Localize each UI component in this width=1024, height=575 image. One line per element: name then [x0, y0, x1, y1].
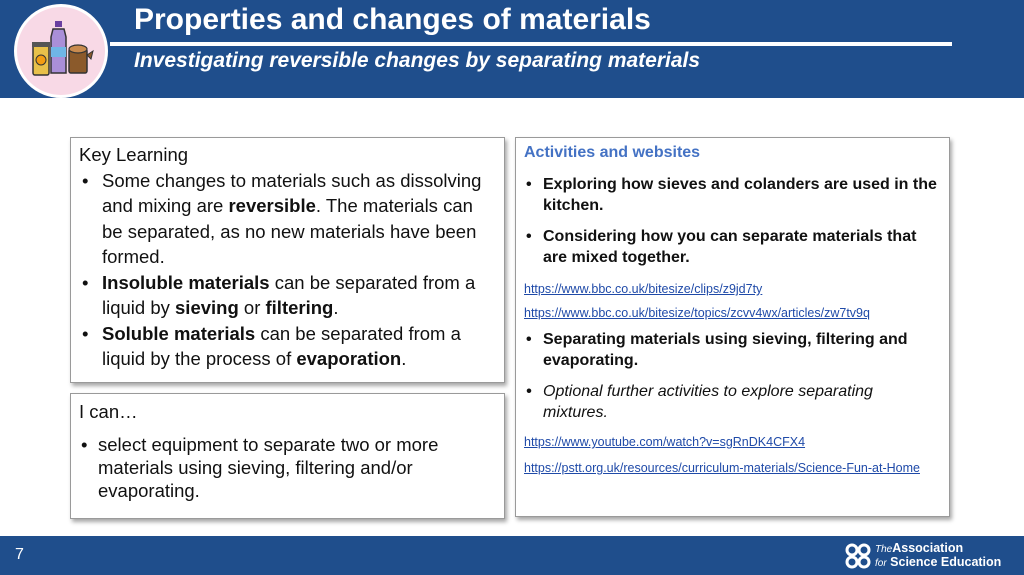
list-item: • Exploring how sieves and colanders are used in the kitchen. — [524, 174, 941, 216]
activities-heading: Activities and websites — [524, 144, 701, 161]
list-item: • Considering how you can separate materials that are mixed together. — [524, 226, 941, 268]
ase-logo — [845, 542, 1015, 570]
list-item: • Insoluble materials can be separated from a liquid by sieving or filtering. — [79, 270, 496, 321]
page-subtitle: Investigating reversible changes by separating materials — [134, 49, 701, 72]
list-item: • Separating materials using sieving, filtering and evaporating. — [524, 329, 941, 371]
activities-list-1 — [524, 174, 941, 268]
list-item: • Some changes to materials such as dissolving and mixing are reversible. The materials can be separated, as no new materials have been formed. — [79, 168, 496, 270]
youtube-link[interactable]: https://www.youtube.com/watch?v=sgRnDK4CFX4 — [524, 435, 806, 449]
activities-list-2 — [524, 329, 941, 423]
i-can-box — [70, 393, 505, 519]
header-bar — [0, 0, 1024, 98]
i-can-list — [79, 433, 496, 502]
list-item: • Optional further activities to explore separating mixtures. — [524, 381, 941, 423]
ase-logo-icon — [845, 543, 871, 569]
header-divider — [110, 42, 952, 46]
key-learning-list — [79, 168, 496, 372]
bbc-article-link[interactable]: https://www.bbc.co.uk/bitesize/topics/zcvv4wx/articles/zw7tv9q — [524, 306, 870, 320]
page-number: 7 — [15, 546, 24, 563]
materials-illustration-icon — [14, 4, 108, 98]
activities-box — [515, 137, 950, 517]
list-item: • Soluble materials can be separated from a liquid by the process of evaporation. — [79, 321, 496, 372]
list-item: • select equipment to separate two or more materials using sieving, filtering and/or evaporating. — [79, 433, 496, 502]
key-learning-heading: Key Learning — [79, 144, 189, 165]
key-learning-box — [70, 137, 505, 383]
pstt-link[interactable]: https://pstt.org.uk/resources/curriculum-materials/Science-Fun-at-Home — [524, 461, 920, 475]
footer-bar — [0, 536, 1024, 575]
page-title: Properties and changes of materials — [134, 3, 651, 36]
ase-logo-text: TheAssociation for Science Education — [875, 541, 1002, 569]
i-can-heading: I can… — [79, 401, 138, 422]
bbc-clip-link[interactable]: https://www.bbc.co.uk/bitesize/clips/z9jd7ty — [524, 282, 763, 296]
